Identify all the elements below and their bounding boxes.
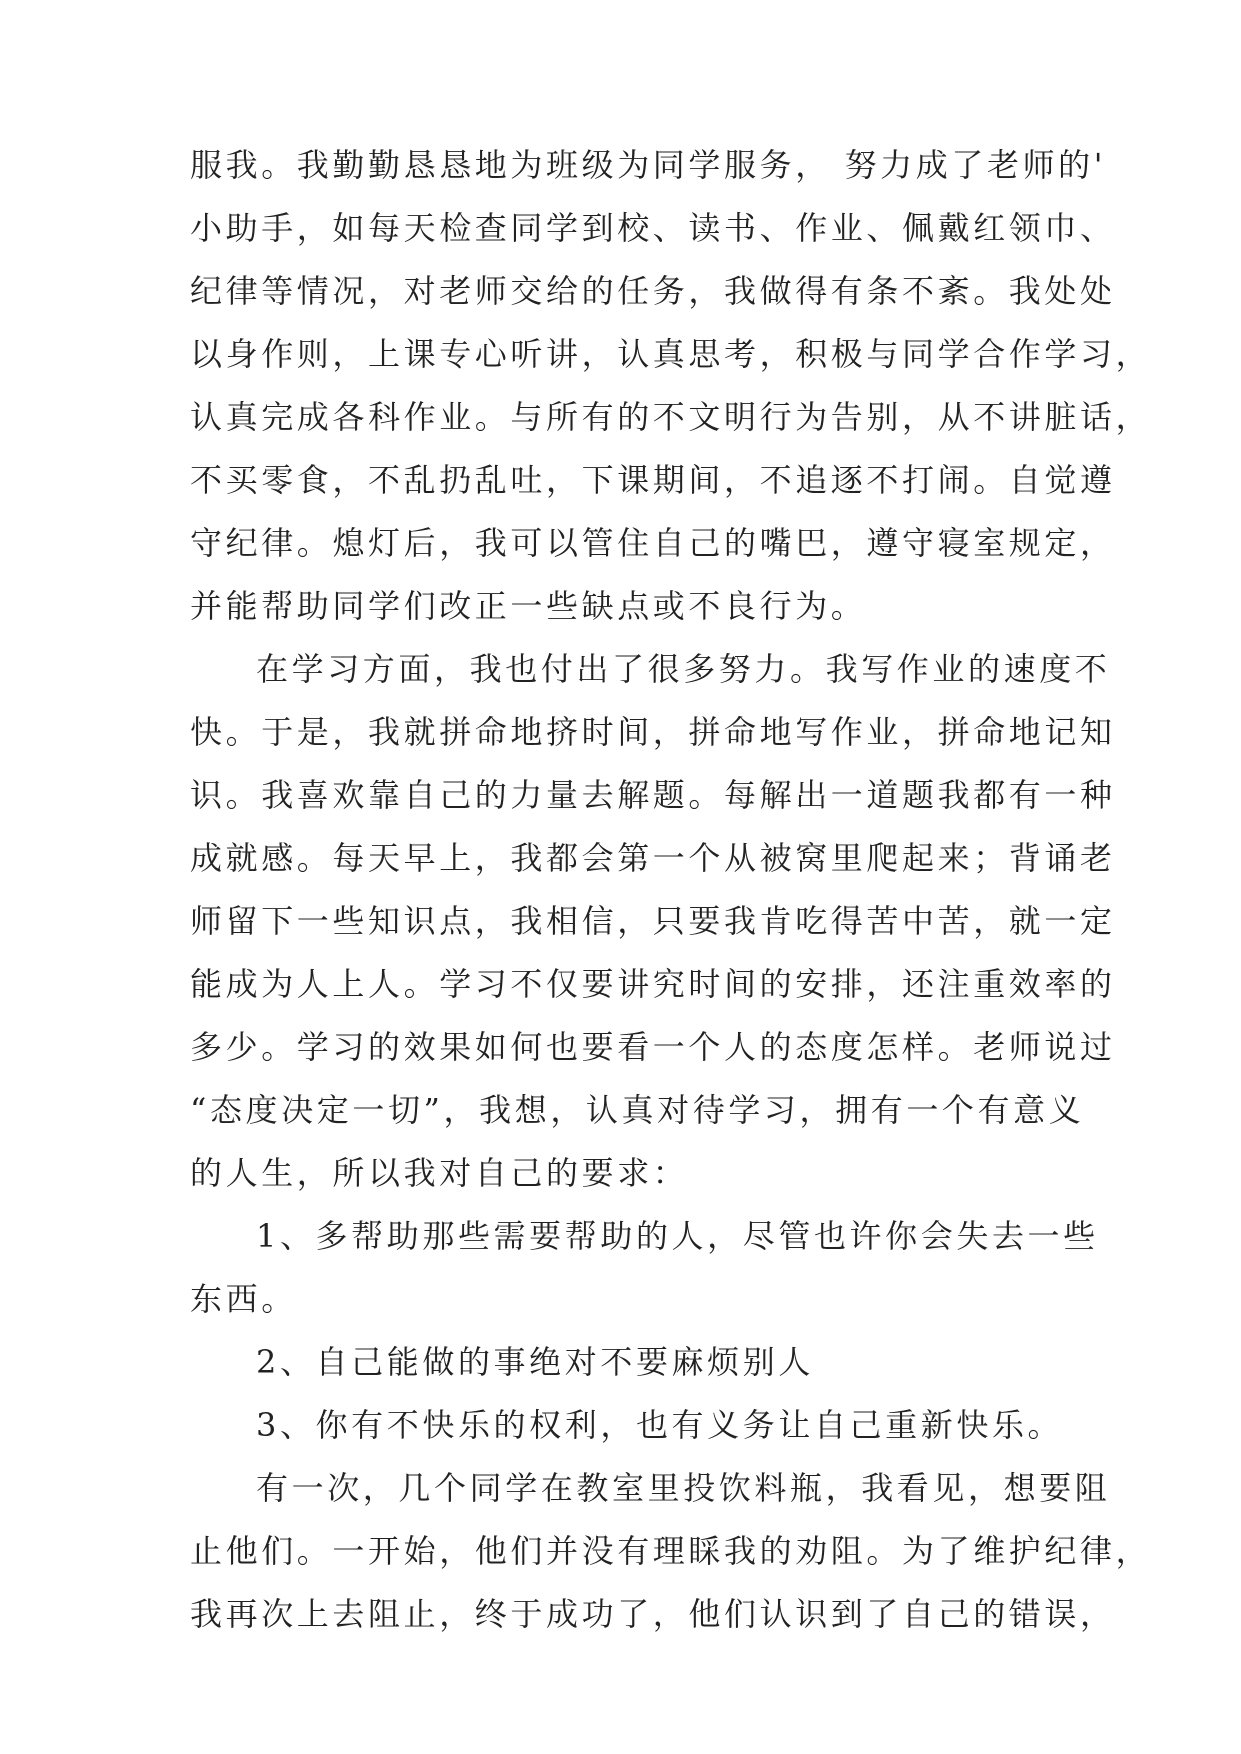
text-line: 守纪律。熄灯后，我可以管住自己的嘴巴，遵守寝室规定，	[190, 524, 1116, 562]
list-item-3: 3、你有不快乐的权利，也有义务让自己重新快乐。	[256, 1406, 1064, 1444]
text-line: 止他们。一开始，他们并没有理睬我的劝阻。为了维护纪律，	[190, 1532, 1152, 1570]
text-line: 并能帮助同学们改正一些缺点或不良行为。	[190, 587, 867, 625]
text-line: 快。于是，我就拼命地挤时间，拼命地写作业，拼命地记知	[190, 713, 1116, 751]
paragraph-start-line: 在学习方面，我也付出了很多努力。我写作业的速度不	[256, 650, 1111, 688]
text-line: 服我。我勤勤恳恳地为班级为同学服务， 努力成了老师的'	[190, 146, 1107, 184]
paragraph-start-line: 有一次，几个同学在教室里投饮料瓶，我看见，想要阻	[256, 1469, 1111, 1507]
text-line: 不买零食，不乱扔乱吐，下课期间，不追逐不打闹。自觉遵	[190, 461, 1116, 499]
text-line: 认真完成各科作业。与所有的不文明行为告别，从不讲脏话，	[190, 398, 1152, 436]
text-line: 多少。学习的效果如何也要看一个人的态度怎样。老师说过	[190, 1028, 1116, 1066]
text-line: 能成为人上人。学习不仅要讲究时间的安排，还注重效率的	[190, 965, 1116, 1003]
list-item-2: 2、自己能做的事绝对不要麻烦别人	[256, 1343, 814, 1381]
text-line: 纪律等情况，对老师交给的任务，我做得有条不紊。我处处	[190, 272, 1116, 310]
text-line: 成就感。每天早上，我都会第一个从被窝里爬起来；背诵老	[190, 839, 1116, 877]
text-line: 师留下一些知识点，我相信，只要我肯吃得苦中苦，就一定	[190, 902, 1116, 940]
text-line: “态度决定一切”，我想，认真对待学习，拥有一个有意义	[190, 1091, 1085, 1129]
body-text	[190, 134, 1152, 1646]
text-line: 我再次上去阻止，终于成功了，他们认识到了自己的错误，	[190, 1595, 1116, 1633]
text-line: 小助手，如每天检查同学到校、读书、作业、佩戴红领巾、	[190, 209, 1116, 247]
text-line: 东西。	[190, 1280, 297, 1318]
text-line: 以身作则，上课专心听讲，认真思考，积极与同学合作学习，	[190, 335, 1152, 373]
text-line: 识。我喜欢靠自己的力量去解题。每解出一道题我都有一种	[190, 776, 1116, 814]
list-item-1: 1、多帮助那些需要帮助的人，尽管也许你会失去一些	[256, 1217, 1099, 1255]
text-line: 的人生，所以我对自己的要求：	[190, 1154, 689, 1192]
